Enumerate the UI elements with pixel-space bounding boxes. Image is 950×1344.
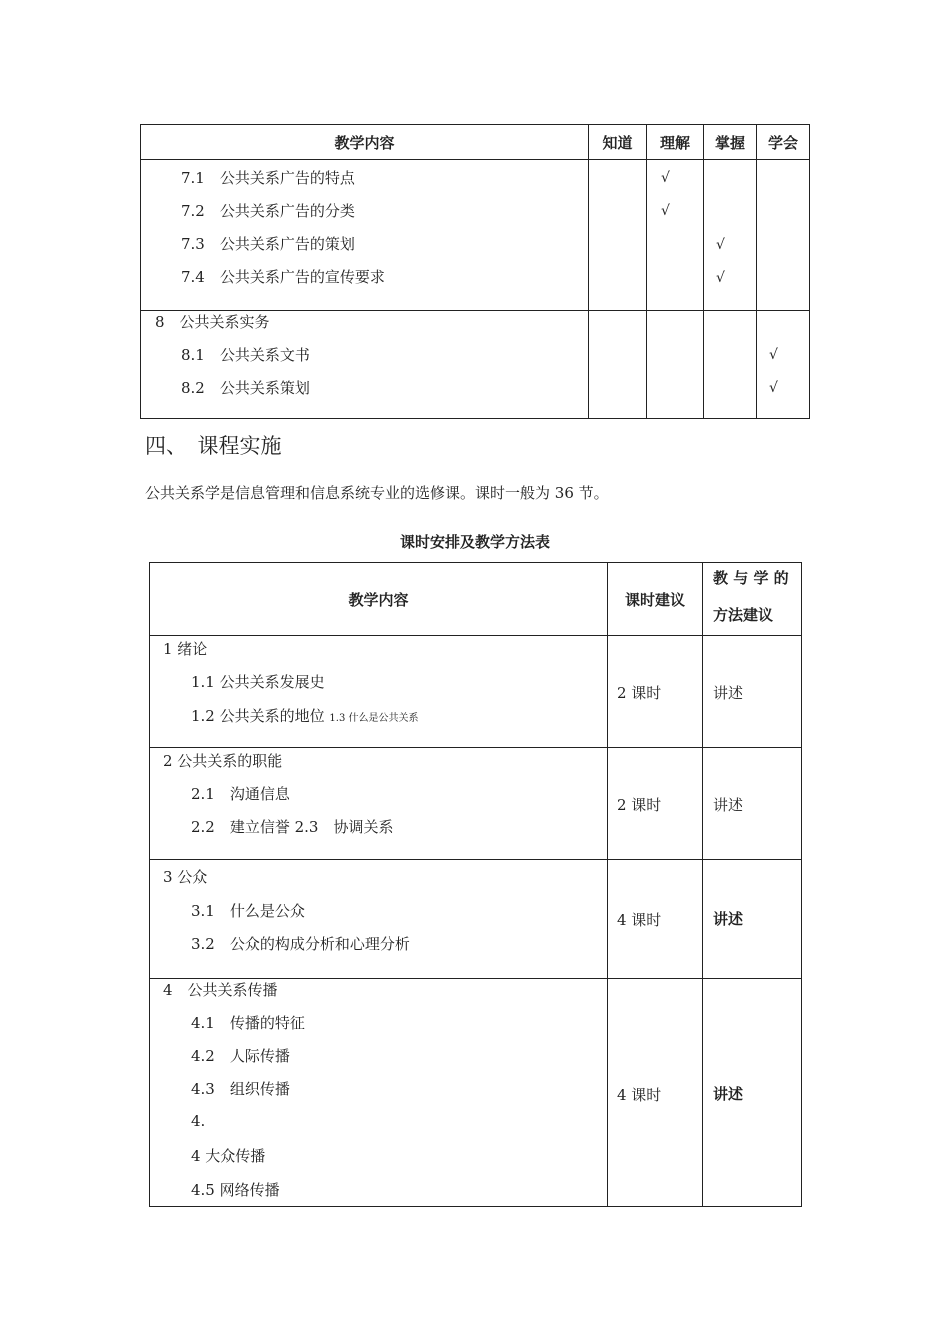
method-value: 讲述	[713, 684, 744, 702]
header-content: 教学内容	[150, 563, 608, 636]
row1-method	[703, 636, 802, 748]
section8-know	[589, 311, 647, 419]
row-title: 4 公共关系传播	[163, 981, 278, 999]
row2-method	[703, 748, 802, 860]
row2-hours	[608, 748, 703, 860]
objectives-table	[140, 124, 810, 419]
check-mark: √	[716, 237, 725, 253]
check-mark: √	[769, 347, 778, 363]
row3-hours	[608, 860, 703, 979]
table-caption: 课时安排及教学方法表	[399, 533, 550, 551]
list-item: 7.4 公共关系广告的宣传要求	[181, 268, 385, 286]
list-item-text: 1.2 公共关系的地位	[191, 707, 325, 725]
schedule-table	[149, 562, 802, 1207]
list-item: 7.1 公共关系广告的特点	[181, 169, 355, 187]
method-value: 讲述	[713, 796, 744, 814]
list-item	[191, 705, 419, 726]
section8-understand	[647, 311, 704, 419]
header-method-line2: 方法建议	[713, 606, 774, 624]
header-know: 知道	[589, 125, 647, 160]
section7-learn	[757, 160, 810, 311]
list-item: 8.1 公共关系文书	[181, 346, 310, 364]
list-item: 2.2 建立信誉 2.3 协调关系	[191, 818, 394, 836]
row4-content	[150, 979, 608, 1207]
header-method-line1: 教 与 学 的	[713, 569, 789, 587]
check-mark: √	[769, 380, 778, 396]
row3-content	[150, 860, 608, 979]
method-value: 讲述	[713, 1085, 744, 1103]
row-title: 1 绪论	[163, 640, 208, 658]
section7-understand	[647, 160, 704, 311]
row3-method	[703, 860, 802, 979]
row4-method	[703, 979, 802, 1207]
section7-content	[141, 160, 589, 311]
list-item: 8.2 公共关系策划	[181, 379, 310, 397]
list-item-small: 1.3 什么是公共关系	[329, 713, 419, 724]
list-item: 4.3 组织传播	[191, 1080, 290, 1098]
hours-value: 2 课时	[617, 796, 662, 814]
section8-learn	[757, 311, 810, 419]
list-item: 7.3 公共关系广告的策划	[181, 235, 355, 253]
list-item: 4 大众传播	[191, 1147, 266, 1165]
method-value: 讲述	[713, 910, 744, 928]
list-item: 4.2 人际传播	[191, 1047, 290, 1065]
hours-value: 4 课时	[617, 911, 662, 929]
section8-content	[141, 311, 589, 419]
section-heading: 四、 课程实施	[145, 434, 282, 458]
row2-content	[150, 748, 608, 860]
row1-hours	[608, 636, 703, 748]
list-item: 3.2 公众的构成分析和心理分析	[191, 935, 410, 953]
list-item: 4.	[191, 1112, 206, 1130]
list-item: 1.1 公共关系发展史	[191, 673, 325, 691]
header-understand: 理解	[647, 125, 704, 160]
header-hours: 课时建议	[608, 563, 703, 636]
header-method	[703, 563, 802, 636]
row-title: 2 公共关系的职能	[163, 752, 283, 770]
check-mark: √	[661, 170, 670, 186]
intro-paragraph: 公共关系学是信息管理和信息系统专业的选修课。课时一般为 36 节。	[145, 484, 609, 502]
section7-know	[589, 160, 647, 311]
section8-master	[704, 311, 757, 419]
hours-value: 2 课时	[617, 684, 662, 702]
list-item: 4.5 网络传播	[191, 1181, 280, 1199]
row1-content	[150, 636, 608, 748]
section-title: 8 公共关系实务	[155, 313, 270, 331]
header-learn: 学会	[757, 125, 810, 160]
row4-hours	[608, 979, 703, 1207]
header-content: 教学内容	[141, 125, 589, 160]
list-item: 2.1 沟通信息	[191, 785, 290, 803]
section7-master	[704, 160, 757, 311]
list-item: 3.1 什么是公众	[191, 902, 305, 920]
check-mark: √	[716, 270, 725, 286]
row-title: 3 公众	[163, 868, 208, 886]
list-item: 4.1 传播的特征	[191, 1014, 305, 1032]
hours-value: 4 课时	[617, 1086, 662, 1104]
header-master: 掌握	[704, 125, 757, 160]
list-item: 7.2 公共关系广告的分类	[181, 202, 355, 220]
check-mark: √	[661, 203, 670, 219]
